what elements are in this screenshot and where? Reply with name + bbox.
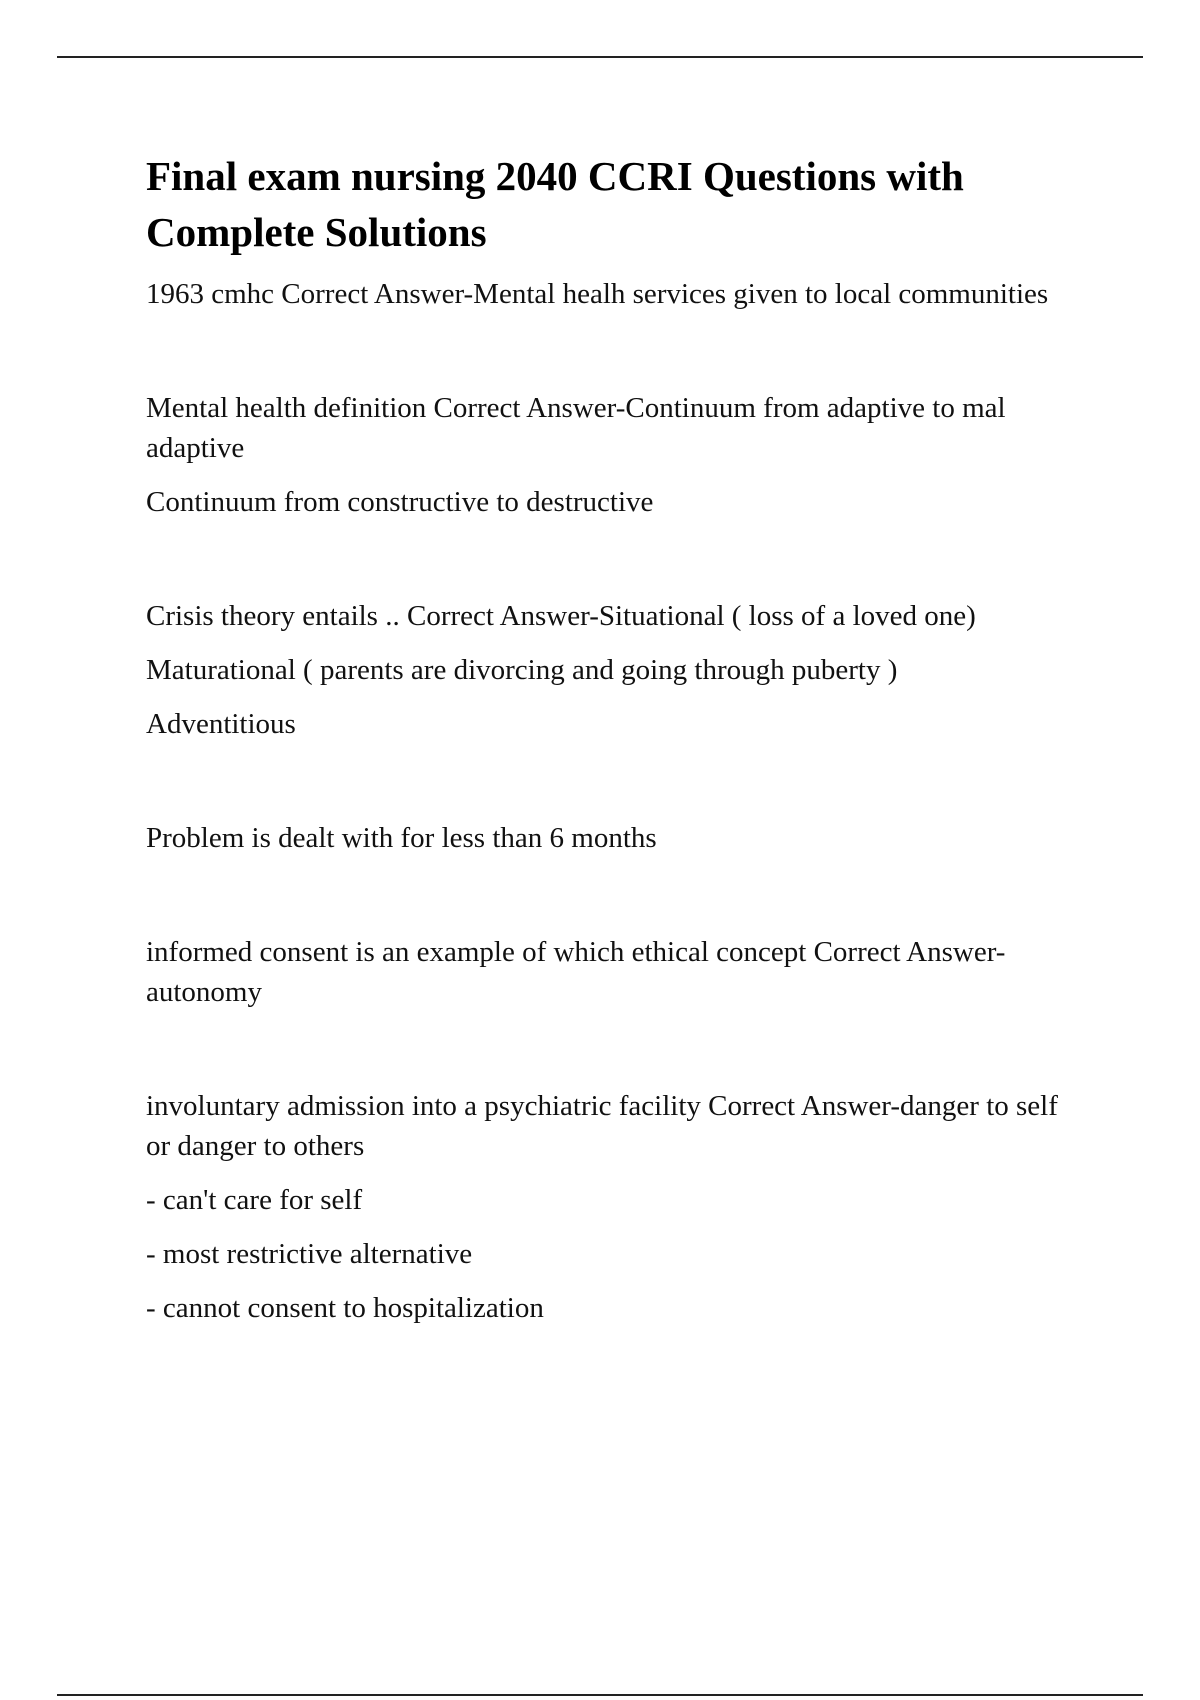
entry-line: Continuum from constructive to destructive bbox=[146, 486, 654, 518]
entry-text: 1963 cmhc Correct Answer-Mental healh services given to local communities bbox=[146, 278, 1049, 310]
entry-line: - cannot consent to hospitalization bbox=[146, 1292, 544, 1324]
document-body bbox=[146, 148, 1086, 1328]
entry-text: involuntary admission into a psychiatric facility Correct Answer-danger to self or danger to others bbox=[146, 1090, 1058, 1162]
entry-line: - most restrictive alternative bbox=[146, 1238, 473, 1270]
bottom-rule bbox=[57, 1694, 1143, 1696]
entry-line: - can't care for self bbox=[146, 1184, 363, 1216]
qa-entry bbox=[146, 274, 1086, 314]
entry-text: Problem is dealt with for less than 6 months bbox=[146, 822, 657, 854]
qa-entry bbox=[146, 818, 1086, 858]
document-title: Final exam nursing 2040 CCRI Questions with Complete Solutions bbox=[146, 153, 964, 255]
top-rule bbox=[57, 56, 1143, 58]
qa-entry bbox=[146, 596, 1086, 744]
entry-line: Adventitious bbox=[146, 708, 296, 740]
entry-line: Maturational ( parents are divorcing and going through puberty ) bbox=[146, 654, 898, 686]
qa-entry bbox=[146, 932, 1086, 1012]
qa-entry bbox=[146, 1086, 1086, 1328]
entry-text: Crisis theory entails .. Correct Answer-Situational ( loss of a loved one) bbox=[146, 600, 976, 632]
entry-text: informed consent is an example of which ethical concept Correct Answer-autonomy bbox=[146, 936, 1006, 1008]
entry-text: Mental health definition Correct Answer-Continuum from adaptive to mal adaptive bbox=[146, 392, 1006, 464]
qa-entry bbox=[146, 388, 1086, 522]
